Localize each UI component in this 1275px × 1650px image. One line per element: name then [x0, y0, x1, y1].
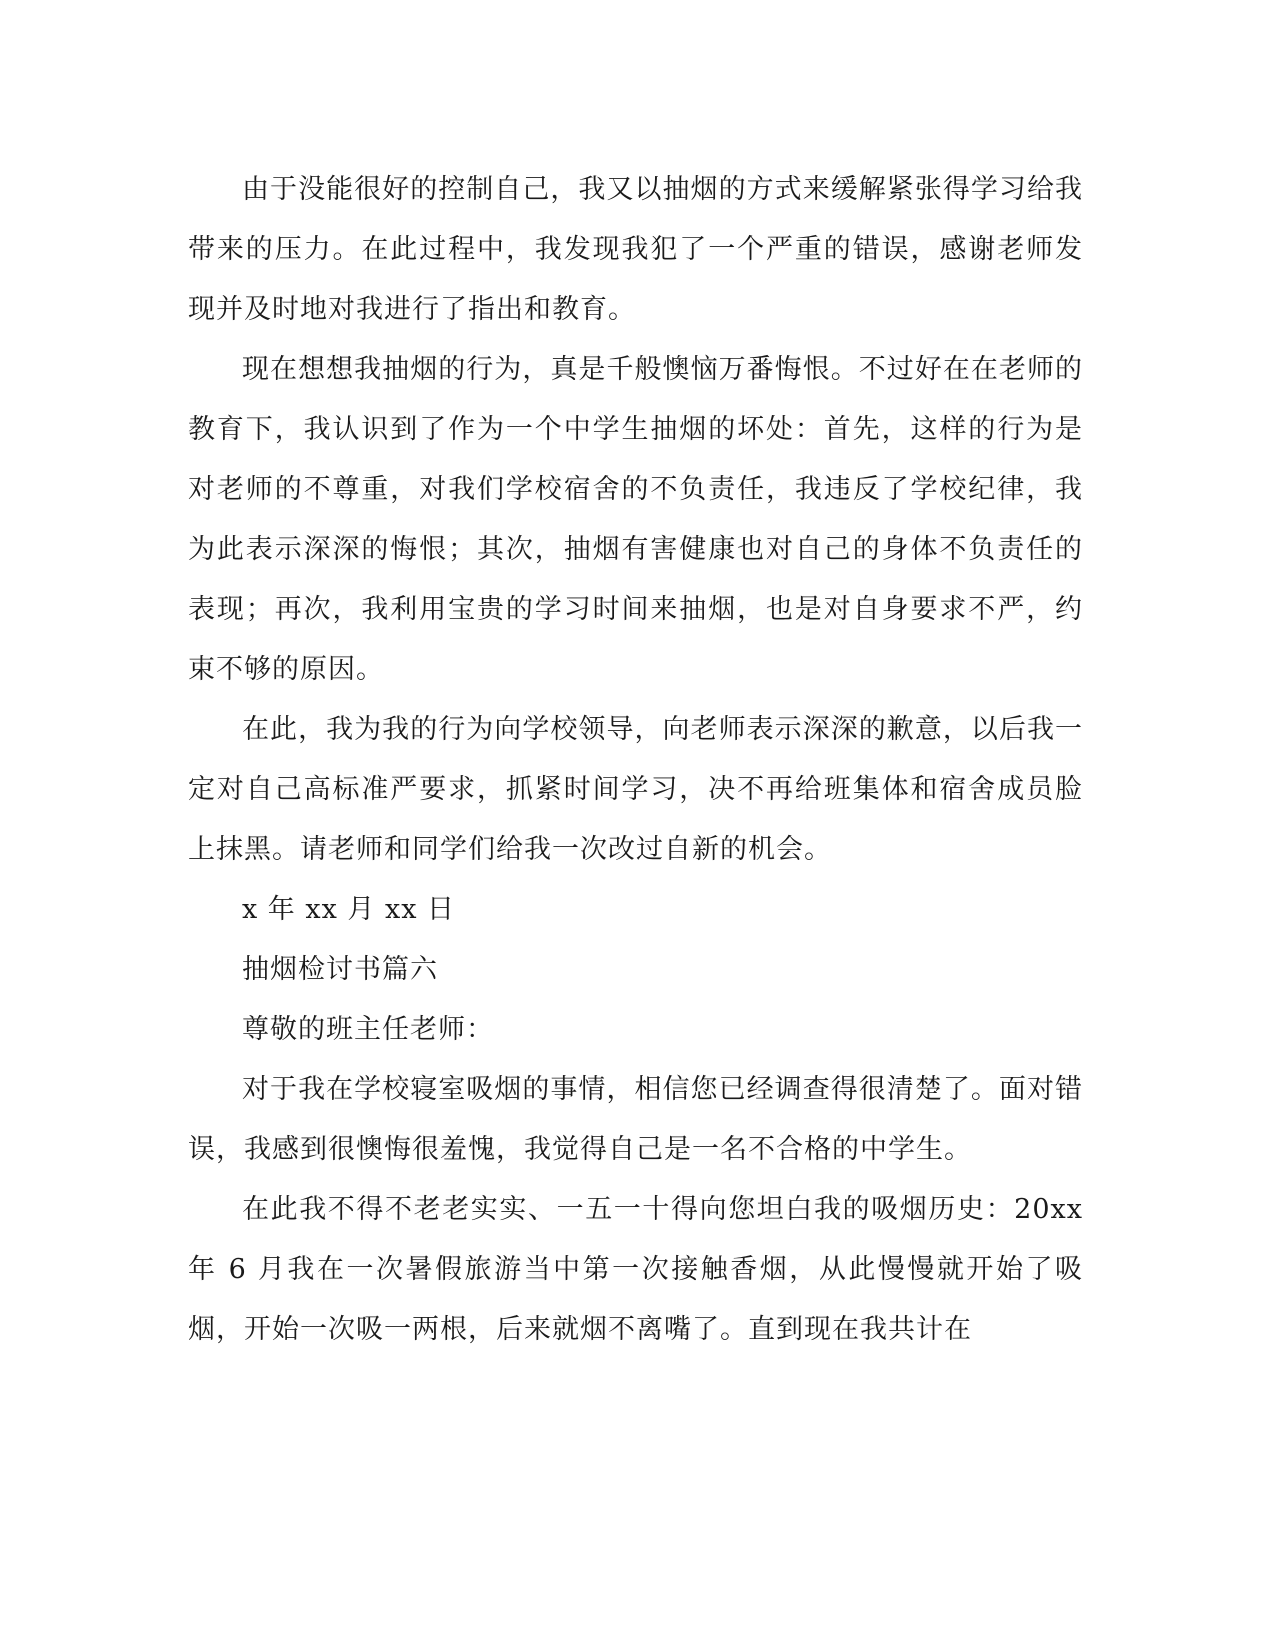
date-line: x 年 xx 月 xx 日	[242, 894, 456, 925]
paragraph-self-control: 由于没能很好的控制自己，我又以抽烟的方式来缓解紧张得学习给我带来的压力。在此过程中，我发现我犯了一个严重的错误，感谢老师发现并及时地对我进行了指出和教育。	[188, 174, 1083, 325]
paragraph-smoking-history: 在此我不得不老老实实、一五一十得向您坦白我的吸烟历史：20xx 年 6 月我在一次暑假旅游当中第一次接触香烟，从此慢慢就开始了吸烟，开始一次吸一两根，后来就烟不离嘴了。直到现在我共计在	[188, 1194, 1083, 1345]
paragraph-regret: 现在想想我抽烟的行为，真是千般懊恼万番悔恨。不过好在在老师的教育下，我认识到了作为一个中学生抽烟的坏处：首先，这样的行为是对老师的不尊重，对我们学校宿舍的不负责任，我违反了学校纪律，我为此表示深深的悔恨；其次，抽烟有害健康也对自己的身体不负责任的表现；再次，我利用宝贵的学习时间来抽烟，也是对自身要求不严，约束不够的原因。	[188, 354, 1083, 685]
salutation: 尊敬的班主任老师：	[242, 1014, 494, 1045]
paragraph-apology: 在此，我为我的行为向学校领导，向老师表示深深的歉意，以后我一定对自己高标准严要求，抓紧时间学习，决不再给班集体和宿舍成员脸上抹黑。请老师和同学们给我一次改过自新的机会。	[188, 714, 1083, 865]
document-body	[188, 160, 1083, 1360]
paragraph-dorm-smoking: 对于我在学校寝室吸烟的事情，相信您已经调查得很清楚了。面对错误，我感到很懊悔很羞愧，我觉得自己是一名不合格的中学生。	[188, 1074, 1083, 1165]
section-title: 抽烟检讨书篇六	[242, 954, 438, 985]
